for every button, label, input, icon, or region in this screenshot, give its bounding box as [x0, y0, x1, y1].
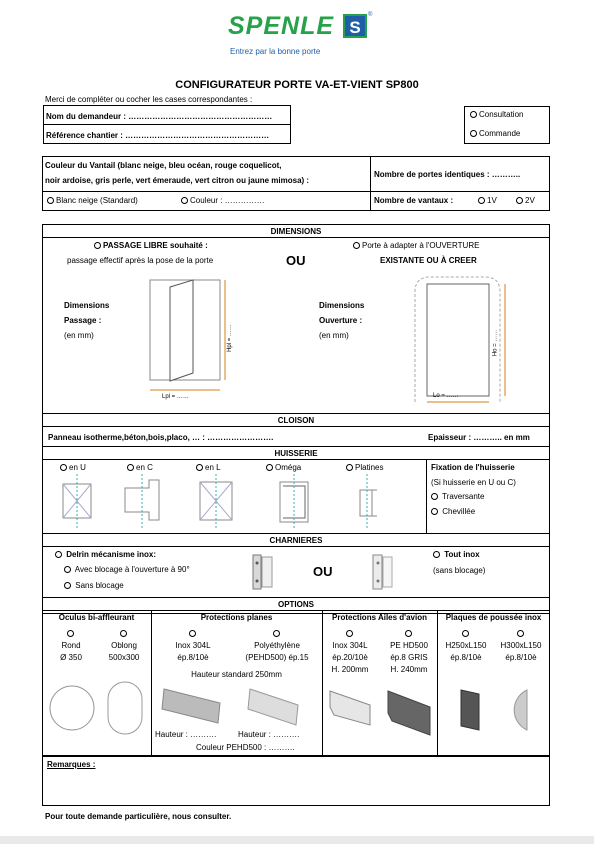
radio-icon[interactable]	[433, 551, 440, 558]
wings-drawing	[326, 685, 436, 740]
radio-icon[interactable]	[55, 551, 62, 558]
color-other-option[interactable]: Couleur : ……………	[181, 196, 265, 205]
cloison-thickness-field[interactable]: Epaisseur : ……….. en mm	[428, 433, 530, 442]
brand-tagline: Entrez par la bonne porte	[230, 47, 321, 56]
remarks-box[interactable]	[42, 756, 550, 806]
fixation-subtitle: (Si huisserie en U ou C)	[431, 478, 516, 487]
radio-icon[interactable]	[517, 630, 524, 637]
options-title: OPTIONS	[277, 600, 314, 609]
planes-plates-drawing	[160, 683, 310, 728]
radio-icon[interactable]	[64, 566, 71, 573]
right-dim-label: Dimensions Ouverture : (en mm)	[319, 301, 365, 340]
delrin-hinge-icon	[250, 553, 276, 591]
site-reference-field[interactable]: Référence chantier : ………………………………………………	[46, 131, 270, 140]
brand-logo	[228, 12, 378, 60]
radio-icon[interactable]	[94, 242, 101, 249]
huisserie-l-option[interactable]: en L	[196, 463, 221, 472]
with-blocking-option[interactable]: Avec blocage à l'ouverture à 90°	[64, 565, 190, 574]
lpl-field[interactable]: Lpl = ……	[162, 394, 189, 400]
radio-icon[interactable]	[353, 242, 360, 249]
ouverture-option[interactable]: Porte à adapter à l'OUVERTURE	[353, 241, 479, 250]
radio-icon[interactable]	[431, 493, 438, 500]
radio-icon[interactable]	[431, 508, 438, 515]
plates-title: Plaques de poussée inox	[445, 613, 542, 622]
or-label-hinges: OU	[313, 564, 333, 579]
plates-300-option[interactable]: H300xL150 ép.8/10è	[494, 628, 548, 664]
wings-inox-option[interactable]: Inox 304L ép.20/10è H. 200mm	[326, 628, 374, 676]
radio-icon[interactable]	[266, 464, 273, 471]
cloison-title: CLOISON	[277, 416, 315, 425]
passage-libre-option[interactable]: PASSAGE LIBRE souhaité :	[94, 241, 208, 250]
cloison-panel-field[interactable]: Panneau isotherme,béton,bois,placo, … : …………………….	[48, 433, 274, 442]
planes-standard-height: Hauteur standard 250mm	[191, 670, 282, 679]
oculus-shapes-drawing	[48, 678, 148, 738]
delrin-option[interactable]: Delrin mécanisme inox:	[55, 550, 156, 559]
radio-icon[interactable]	[189, 630, 196, 637]
leaves-2v-option[interactable]: 2V	[516, 196, 535, 205]
commande-option[interactable]: Commande	[470, 129, 520, 138]
color-label-line1: Couleur du Vantail (blanc neige, bleu océan, rouge coquelicot,	[45, 161, 282, 170]
no-blocking-option[interactable]: Sans blocage	[64, 581, 124, 590]
ho-field[interactable]: Ho = ……	[492, 329, 499, 357]
radio-icon[interactable]	[470, 130, 477, 137]
oculus-oblong-option[interactable]: Oblong 500x300	[106, 628, 142, 664]
oculus-title: Oculus bi-affleurant	[58, 613, 135, 622]
leaves-1v-option[interactable]: 1V	[478, 196, 497, 205]
planes-color-field[interactable]: Couleur PEHD500 : ……….	[196, 743, 295, 752]
fixation-chevillee-option[interactable]: Chevillée	[431, 507, 475, 516]
radio-icon[interactable]	[346, 464, 353, 471]
stainless-subtitle: (sans blocage)	[433, 566, 486, 575]
wings-title: Protections Ailes d'avion	[332, 613, 427, 622]
oculus-round-option[interactable]: Rond Ø 350	[55, 628, 87, 664]
radio-icon[interactable]	[47, 197, 54, 204]
fixation-title: Fixation de l'huisserie	[431, 463, 515, 472]
radio-icon[interactable]	[120, 630, 127, 637]
color-white-option[interactable]: Blanc neige (Standard)	[47, 196, 138, 205]
huisserie-omega-option[interactable]: Oméga	[266, 463, 301, 472]
planes-height1-field[interactable]: Hauteur : ……….	[155, 730, 217, 739]
planes-title: Protections planes	[200, 613, 273, 622]
fixation-traversante-option[interactable]: Traversante	[431, 492, 484, 501]
radio-icon[interactable]	[470, 111, 477, 118]
or-label-dimensions: OU	[286, 253, 306, 268]
radio-icon[interactable]	[127, 464, 134, 471]
radio-icon[interactable]	[405, 630, 412, 637]
footer-note: Pour toute demande particulière, nous consulter.	[45, 812, 232, 821]
radio-icon[interactable]	[462, 630, 469, 637]
huisserie-c-option[interactable]: en C	[127, 463, 153, 472]
frame-profiles-drawing	[55, 474, 395, 530]
planes-pehd-option[interactable]: Polyéthylène (PEHD500) ép.15	[243, 628, 311, 664]
dimensions-title: DIMENSIONS	[270, 227, 322, 236]
logo-mark-icon: S	[343, 14, 367, 38]
opening-drawing	[405, 272, 515, 407]
identical-doors-field[interactable]: Nombre de portes identiques : ………..	[374, 170, 521, 179]
stainless-option[interactable]: Tout inox	[433, 550, 480, 559]
stainless-hinge-icon	[370, 553, 396, 591]
push-plates-drawing	[455, 688, 545, 733]
plates-250-option[interactable]: H250xL150 ép.8/10è	[440, 628, 492, 664]
hpl-field[interactable]: Hpl = ……	[226, 324, 233, 352]
radio-icon[interactable]	[273, 630, 280, 637]
radio-icon[interactable]	[64, 582, 71, 589]
passage-libre-subtitle: passage effectif après la pose de la porte	[67, 256, 214, 265]
wings-pe-option[interactable]: PE HD500 ép.8 GRIS H. 240mm	[384, 628, 434, 676]
radio-icon[interactable]	[181, 197, 188, 204]
radio-icon[interactable]	[67, 630, 74, 637]
color-label-line2: noir ardoise, gris perle, vert émeraude, vert citron ou jaune mimosa) :	[45, 176, 310, 185]
intro-text: Merci de compléter ou cocher les cases correspondantes :	[45, 95, 253, 104]
huisserie-platines-option[interactable]: Platines	[346, 463, 383, 472]
radio-icon[interactable]	[346, 630, 353, 637]
consultation-option[interactable]: Consultation	[470, 110, 523, 119]
ouverture-subtitle: EXISTANTE OU À CREER	[380, 256, 477, 265]
planes-inox-option[interactable]: Inox 304L ép.8/10è	[170, 628, 216, 664]
left-dim-label: Dimensions Passage : (en mm)	[64, 301, 110, 340]
planes-height2-field[interactable]: Hauteur : ……….	[238, 730, 300, 739]
huisserie-title: HUISSERIE	[274, 449, 318, 458]
radio-icon[interactable]	[516, 197, 523, 204]
charnieres-title: CHARNIERES	[269, 536, 323, 545]
leaves-label: Nombre de vantaux :	[374, 196, 454, 205]
page-bottom-band	[0, 836, 594, 844]
registered-mark: ®	[368, 12, 373, 18]
radio-icon[interactable]	[196, 464, 203, 471]
page-title: CONFIGURATEUR PORTE VA-ET-VIENT SP800	[175, 79, 419, 91]
radio-icon[interactable]	[478, 197, 485, 204]
requester-name-field[interactable]: Nom du demandeur : ………………………………………………	[46, 112, 273, 121]
brand-name: SPENLE	[228, 12, 335, 40]
remarks-label: Remarques :	[47, 760, 96, 769]
lo-field[interactable]: Lo = ……	[433, 393, 459, 399]
radio-icon[interactable]	[60, 464, 67, 471]
huisserie-u-option[interactable]: en U	[60, 463, 86, 472]
